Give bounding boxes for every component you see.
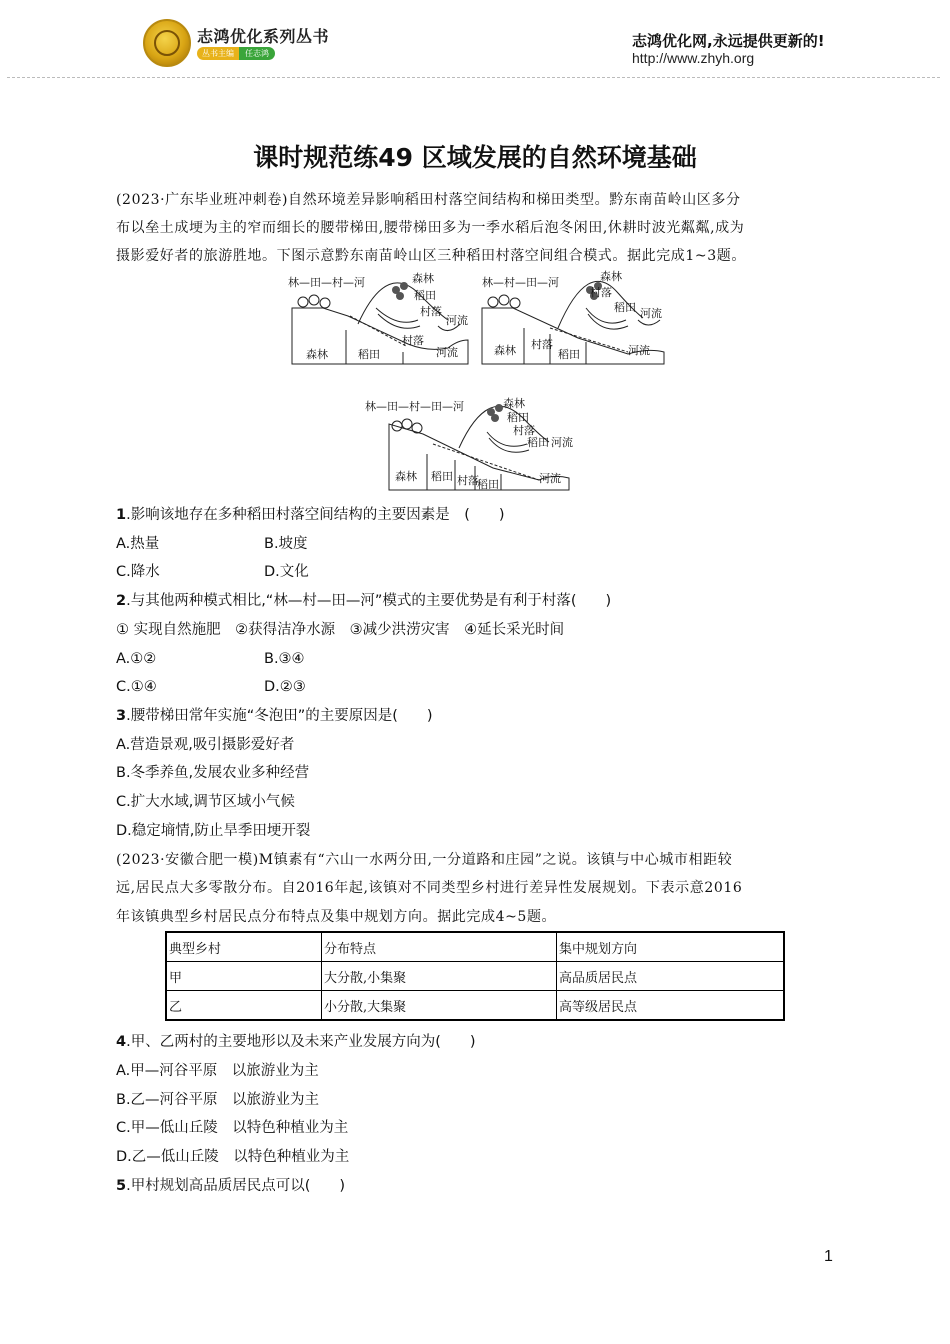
q1-options-row-2 [116,562,309,582]
table-row [166,962,784,991]
q2-option-a[interactable]: A.①② [116,651,157,667]
q4-option-b[interactable]: B.乙—河谷平原 以旅游业为主 [116,1092,320,1108]
q2-option-d[interactable]: D.②③ [264,679,306,695]
q1-option-d[interactable]: D.文化 [264,564,309,580]
question-2-number: 2 [116,593,127,609]
figure-1-label-village: 村落 [402,334,424,347]
intro2-line-3: 年该镇典型乡村居民点分布特点及集中规划方向。据此完成4~5题。 [116,909,557,925]
table-cell: 高等级居民点 [557,991,785,1021]
figure-2-label-river: 河流 [628,344,650,357]
question-3-number: 3 [116,708,127,724]
question-1 [116,505,505,525]
intro1-line-2: 布以垒土成埂为主的窄而细长的腰带梯田,腰带梯田多为一季水稻后泡冬闲田,休耕时波光粼粼,成为 [116,220,745,236]
q3-option-b[interactable]: B.冬季养鱼,发展农业多种经营 [116,765,310,781]
intro1-line-3: 摄影爱好者的旅游胜地。下图示意黔东南苗岭山区三种稻田村落空间组合模式。据此完成1~3题。 [116,248,746,264]
figure-2-mode-label: 林—村—田—河 [482,276,559,289]
figure-2-upper-label-field: 稻田 [614,301,636,314]
q1-option-b[interactable]: B.坡度 [264,536,308,552]
publisher-logo [143,19,191,67]
figure-2-upper-label-forest: 森林 [600,270,622,283]
figure-1-label-forest: 森林 [306,348,328,361]
table-cell: 高品质居民点 [557,962,785,991]
figure-3-upper-label-field-1: 稻田 [507,411,529,424]
table-header-row [166,932,784,962]
q2-option-c[interactable]: C.①④ [116,679,157,695]
q3-option-c[interactable]: C.扩大水域,调节区域小气候 [116,794,295,810]
question-5-stem: .甲村规划高品质居民点可以( ) [126,1178,346,1194]
series-editor [197,47,275,60]
page-title: 课时规范练49 区域发展的自然环境基础 [253,143,697,172]
figure-3-upper-label-field-2: 稻田 [527,436,549,449]
figure-3-mode-label: 林—田—村—田—河 [365,400,464,413]
q3-option-d[interactable]: D.稳定墒情,防止旱季田埂开裂 [116,823,311,839]
q1-options-row-1 [116,534,308,554]
figure-3-upper-label-river: 河流 [551,436,573,449]
table-row [166,991,784,1021]
figure-3-label-field-1: 稻田 [431,470,453,483]
figure-mode-3 [363,394,583,498]
q1-option-a[interactable]: A.热量 [116,536,160,552]
intro2-line-1: (2023·安徽合肥一模)M镇素有“六山一水两分田,一分道路和庄园”之说。该镇与中心城市相距较 [116,852,733,868]
question-4-stem: .甲、乙两村的主要地形以及未来产业发展方向为( ) [126,1034,476,1050]
series-title: 志鸿优化系列丛书 [197,27,330,46]
question-5-number: 5 [116,1178,127,1194]
table-header-village: 典型乡村 [166,932,322,962]
figure-1-upper-label-village: 村落 [420,305,442,318]
figure-1-upper-label-field: 稻田 [414,289,436,302]
figure-3-label-village: 村落 [457,474,479,487]
table-cell: 大分散,小集聚 [322,962,557,991]
question-3-stem: .腰带梯田常年实施“冬泡田”的主要原因是( ) [126,708,433,724]
figure-3-label-field-2: 稻田 [477,478,499,491]
table-header-distribution: 分布特点 [322,932,557,962]
editor-name: 任志鸿 [239,47,275,60]
question-2-items: ① 实现自然施肥 ②获得洁净水源 ③减少洪涝灾害 ④延长采光时间 [116,622,565,638]
page-number: 1 [824,1248,833,1265]
village-table [165,931,785,1021]
figure-2-label-forest: 森林 [494,344,516,357]
figure-2-label-village: 村落 [531,338,553,351]
q2-options-row-1 [116,649,305,669]
header-divider [7,77,940,78]
intro2-line-2: 远,居民点大多零散分布。自2016年起,该镇对不同类型乡村进行差异性发展规划。下表示意2016 [116,880,743,896]
q3-option-a[interactable]: A.营造景观,吸引摄影爱好者 [116,737,295,753]
q1-option-c[interactable]: C.降水 [116,564,160,580]
figure-1-upper-label-river: 河流 [446,314,468,327]
figure-3-label-river: 河流 [539,472,561,485]
question-2-stem: .与其他两种模式相比,“林—村—田—河”模式的主要优势是有利于村落( ) [126,593,612,609]
table-header-plan: 集中规划方向 [557,932,785,962]
intro1-line-1: (2023·广东毕业班冲刺卷)自然环境差异影响稻田村落空间结构和梯田类型。黔东南苗岭山区多分 [116,192,741,208]
figure-mode-2 [478,268,668,372]
site-slogan: 志鸿优化网,永远提供更新的! [632,32,825,50]
table-cell: 甲 [166,962,322,991]
figure-2-upper-label-village: 村落 [590,286,612,299]
figure-1-mode-label: 林—田—村—河 [288,276,365,289]
q4-option-a[interactable]: A.甲—河谷平原 以旅游业为主 [116,1063,319,1079]
figure-mode-1 [288,268,473,372]
figure-1-label-river: 河流 [436,346,458,359]
figure-1-label-field: 稻田 [358,348,380,361]
figure-3-upper-label-village: 村落 [513,424,535,437]
question-4-number: 4 [116,1034,127,1050]
figure-3-label-forest: 森林 [395,470,417,483]
question-1-number: 1 [116,507,127,523]
figure-2-upper-label-river: 河流 [640,307,662,320]
q2-options-row-2 [116,677,306,697]
question-4 [116,1032,476,1052]
question-5 [116,1176,345,1196]
editor-label: 丛书主编 [197,47,239,60]
question-2 [116,591,611,611]
q2-option-b[interactable]: B.③④ [264,651,305,667]
q4-option-d[interactable]: D.乙—低山丘陵 以特色种植业为主 [116,1149,350,1165]
q4-option-c[interactable]: C.甲—低山丘陵 以特色种植业为主 [116,1120,349,1136]
figure-2-label-field: 稻田 [558,348,580,361]
figure-3-upper-label-forest: 森林 [503,397,525,410]
figure-1-upper-label-forest: 森林 [412,272,434,285]
table-cell: 小分散,大集聚 [322,991,557,1021]
site-url[interactable]: http://www.zhyh.org [632,50,755,66]
question-1-stem: .影响该地存在多种稻田村落空间结构的主要因素是 ( ) [126,507,505,523]
table-cell: 乙 [166,991,322,1021]
page-header [0,0,950,80]
question-3 [116,706,433,726]
